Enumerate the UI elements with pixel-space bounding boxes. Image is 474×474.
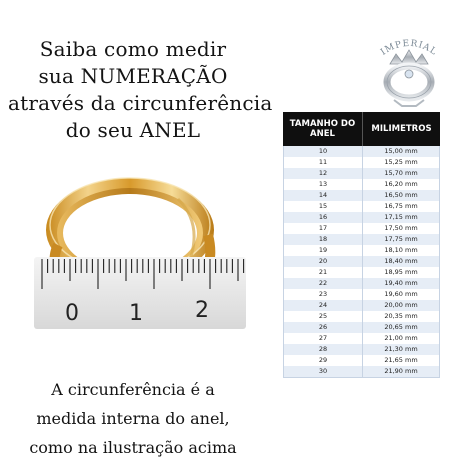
column-header-size: TAMANHO DO ANEL [283,112,363,146]
table-row [284,256,439,267]
table-row [284,190,439,201]
table-row [284,146,439,157]
table-row [284,157,439,168]
table-row [284,212,439,223]
size-cell: 24 [284,300,363,311]
table-row [284,344,439,355]
millimeter-cell: 16,75 mm [384,202,418,210]
table-row [284,267,439,278]
table-header [283,112,440,146]
size-cell: 13 [284,179,363,190]
footnote-line: medida interna do anel, [36,409,230,428]
millimeter-cell: 18,40 mm [384,257,418,265]
ruler-number: 0 [65,301,79,326]
table-row [284,300,439,311]
millimeter-cell: 15,25 mm [384,158,418,166]
size-cell: 20 [284,256,363,267]
size-cell: 16 [284,212,363,223]
table-row [284,355,439,366]
size-cell: 12 [284,168,363,179]
ring-size-table [283,112,440,378]
footnote [8,375,258,462]
footnote-line: A circunferência é a [51,380,215,399]
millimeter-cell: 20,35 mm [384,312,418,320]
headline-line: Saiba como medir [39,37,227,61]
ruler-number: 1 [129,301,143,326]
size-cell: 29 [284,355,363,366]
table-body [283,146,440,378]
millimeter-cell: 17,75 mm [384,235,418,243]
ring-illustration [28,165,258,335]
size-cell: 14 [284,190,363,201]
millimeter-cell: 19,60 mm [384,290,418,298]
column-header-mm: MILIMETROS [371,124,432,134]
crown-ring-icon [372,34,446,114]
size-cell: 21 [284,267,363,278]
footnote-line: como na ilustração acima [29,438,237,457]
table-row [284,322,439,333]
table-row [284,179,439,190]
headline [8,36,273,144]
ring-on-ruler-icon [28,165,258,335]
brand-logo [372,34,446,114]
size-cell: 27 [284,333,363,344]
headline-line: sua NUMERAÇÃO [38,64,228,88]
millimeter-cell: 21,65 mm [384,356,418,364]
size-cell: 25 [284,311,363,322]
millimeter-cell: 18,95 mm [384,268,418,276]
headline-line: do seu ANEL [65,118,201,142]
millimeter-cell: 19,40 mm [384,279,418,287]
table-row [284,278,439,289]
size-cell: 15 [284,201,363,212]
size-cell: 18 [284,234,363,245]
millimeter-cell: 21,00 mm [384,334,418,342]
table-row [284,201,439,212]
millimeter-cell: 20,00 mm [384,301,418,309]
logo-text: IMPERIAL [379,38,439,58]
table-row [284,168,439,179]
table-row [284,333,439,344]
millimeter-cell: 18,10 mm [384,246,418,254]
millimeter-cell: 21,30 mm [384,345,418,353]
ruler-number: 2 [195,298,209,323]
size-cell: 30 [284,366,363,377]
millimeter-cell: 16,20 mm [384,180,418,188]
table-row [284,289,439,300]
size-cell: 26 [284,322,363,333]
size-cell: 19 [284,245,363,256]
size-cell: 23 [284,289,363,300]
size-cell: 17 [284,223,363,234]
millimeter-cell: 15,70 mm [384,169,418,177]
table-row [284,311,439,322]
size-cell: 10 [284,146,363,157]
millimeter-cell: 17,50 mm [384,224,418,232]
size-cell: 22 [284,278,363,289]
headline-line: através da circunferência [8,91,273,115]
millimeter-cell: 16,50 mm [384,191,418,199]
millimeter-cell: 21,90 mm [384,367,418,375]
millimeter-cell: 20,65 mm [384,323,418,331]
table-row [284,245,439,256]
table-row [284,234,439,245]
millimeter-cell: 17,15 mm [384,213,418,221]
millimeter-cell: 15,00 mm [384,147,418,155]
table-row [284,223,439,234]
table-row [284,366,439,377]
size-cell: 11 [284,157,363,168]
size-cell: 28 [284,344,363,355]
